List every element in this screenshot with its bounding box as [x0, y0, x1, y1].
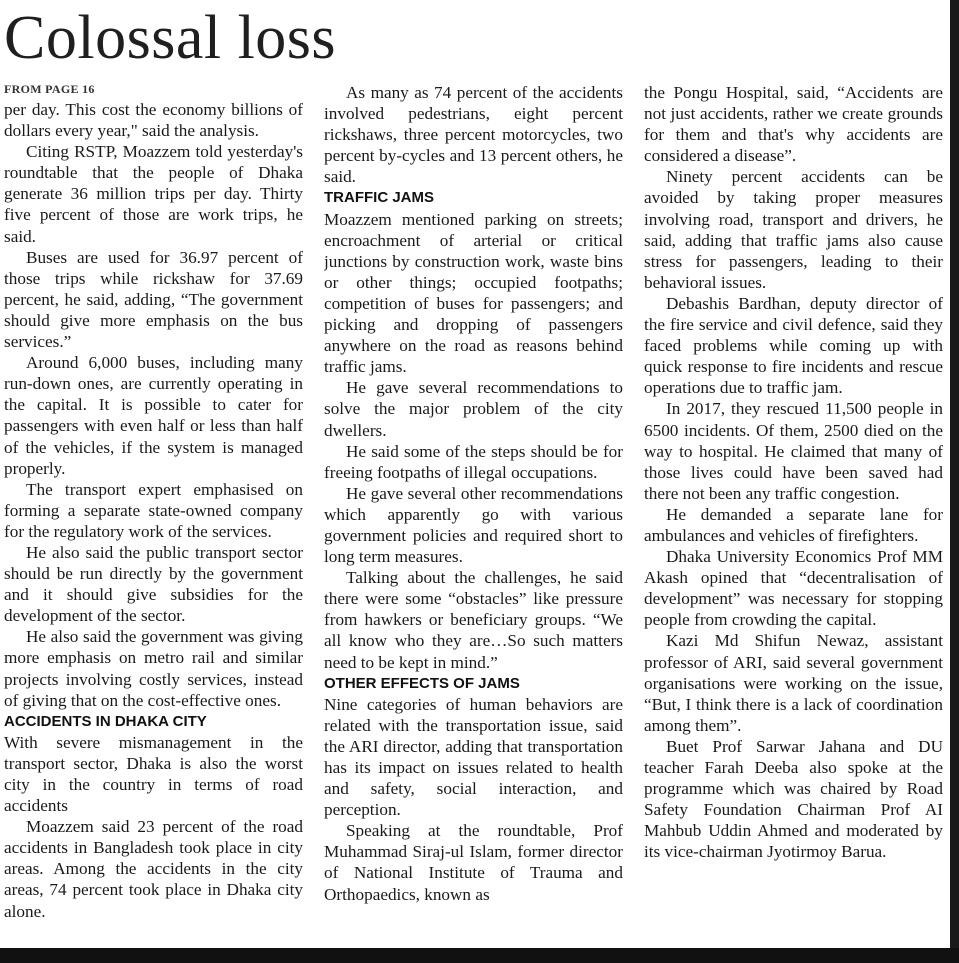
paragraph: He demanded a separate lane for ambulances and vehicles of firefighters. [644, 504, 943, 545]
paragraph: Around 6,000 buses, including many run-down ones, are currently operating in the capital. It is possible to cater for passengers with even half or less than half of the vehicles, if the system is managed properly. [4, 353, 303, 478]
article-column-3 [644, 82, 943, 948]
paragraph: As many as 74 percent of the accidents involved pedestrians, eight percent rickshaws, three percent motorcycles, two percent by-cycles and 13 percent others, he said. [324, 83, 623, 187]
paragraph: Buet Prof Sarwar Jahana and DU teacher Farah Deeba also spoke at the programme which was chaired by Road Safety Foundation Chairman Prof AI Mahbub Uddin Ahmed and moderated by its vice-chairman Jyotirmoy Barua. [644, 736, 943, 862]
paragraph: He gave several recommendations to solve the major problem of the city dwellers. [324, 378, 623, 440]
paragraph: Moazzem mentioned parking on streets; encroachment of arterial or critical junctions by construction work, waste bins or other things; occupied footpaths; competition of buses for passengers; and picking and dropping of passengers anywhere on the road as reasons behind traffic jams. [324, 209, 623, 377]
paragraph: Talking about the challenges, he said there were some “obstacles” like pressure from hawkers or beneficiary groups. “We all know who they are…So such matters need to be kept in mind.” [324, 568, 623, 672]
paragraph: Citing RSTP, Moazzem told yesterday's roundtable that the people of Dhaka generate 36 million trips per day. Thirty five percent of those are work trips, he said. [4, 142, 303, 246]
headline: Colossal loss [4, 4, 337, 72]
section-subheading: TRAFFIC JAMS [324, 189, 434, 207]
paragraph: per day. This cost the economy billions of dollars every year," said the analysis. [4, 100, 303, 141]
paragraph: With severe mismanagement in the transport sector, Dhaka is also the worst city in the country in terms of road accidents [4, 732, 303, 816]
paragraph: the Pongu Hospital, said, “Accidents are not just accidents, rather we create grounds for them and that's why accidents are considered a disease”. [644, 83, 943, 166]
page-edge-bottom [0, 948, 959, 963]
paragraph: Buses are used for 36.97 percent of those trips while rickshaw for 37.69 percent, he said, adding, “The government should give more emphasis on the bus services.” [4, 247, 303, 352]
paragraph: He also said the public transport sector should be run directly by the government and it should give subsidies for the development of the sector. [4, 542, 303, 626]
jump-line: FROM PAGE 16 [4, 82, 95, 96]
paragraph: Kazi Md Shifun Newaz, assistant professor of ARI, said several government organisations were working on the issue, “But, I think there is a lack of coordination among them”. [644, 631, 943, 735]
paragraph: Speaking at the roundtable, Prof Muhammad Siraj-ul Islam, former director of National Institute of Trauma and Orthopaedics, known as [324, 821, 623, 904]
column-3-body [644, 82, 943, 862]
paragraph: The transport expert emphasised on forming a separate state-owned company for the regulatory work of the services. [4, 479, 303, 541]
page-edge-right [950, 0, 959, 963]
section-subheading: ACCIDENTS IN DHAKA CITY [4, 712, 207, 730]
column-1-body [4, 99, 303, 922]
article-column-2 [324, 82, 623, 948]
paragraph: He said some of the steps should be for freeing footpaths of illegal occupations. [324, 441, 623, 482]
section-subheading: OTHER EFFECTS OF JAMS [324, 674, 520, 692]
article-column-1 [4, 82, 303, 948]
paragraph: He gave several other recommendations which apparently go with various government policies and required short to long term measures. [324, 483, 623, 567]
paragraph: Nine categories of human behaviors are related with the transportation issue, said the ARI director, adding that transportation has its impact on issues related to health and safety, social interaction, and perception. [324, 694, 623, 820]
paragraph: Debashis Bardhan, deputy director of the fire service and civil defence, said they faced problems while coming up with quick response to fire incidents and rescue operations due to traffic jam. [644, 293, 943, 398]
paragraph: Dhaka University Economics Prof MM Akash opined that “decentralisation of development” was necessary for stopping people from crowding the capital. [644, 547, 943, 630]
paragraph: In 2017, they rescued 11,500 people in 6500 incidents. Of them, 2500 died on the way to hospital. He claimed that many of those lives could have been saved had there not been any traffic congestion. [644, 399, 943, 503]
paragraph: Ninety percent accidents can be avoided by taking proper measures involving road, transport and drivers, he said, adding that traffic jams also cause stress for passengers, leading to their behavioral issues. [644, 167, 943, 292]
paragraph: He also said the government was giving more emphasis on metro rail and similar projects involving costly services, instead of giving that on the cost-effective ones. [4, 627, 303, 710]
column-2-body [324, 82, 623, 905]
paragraph: Moazzem said 23 percent of the road accidents in Bangladesh took place in city areas. Among the accidents in the city areas, 74 percent took place in Dhaka city alone. [4, 817, 303, 921]
